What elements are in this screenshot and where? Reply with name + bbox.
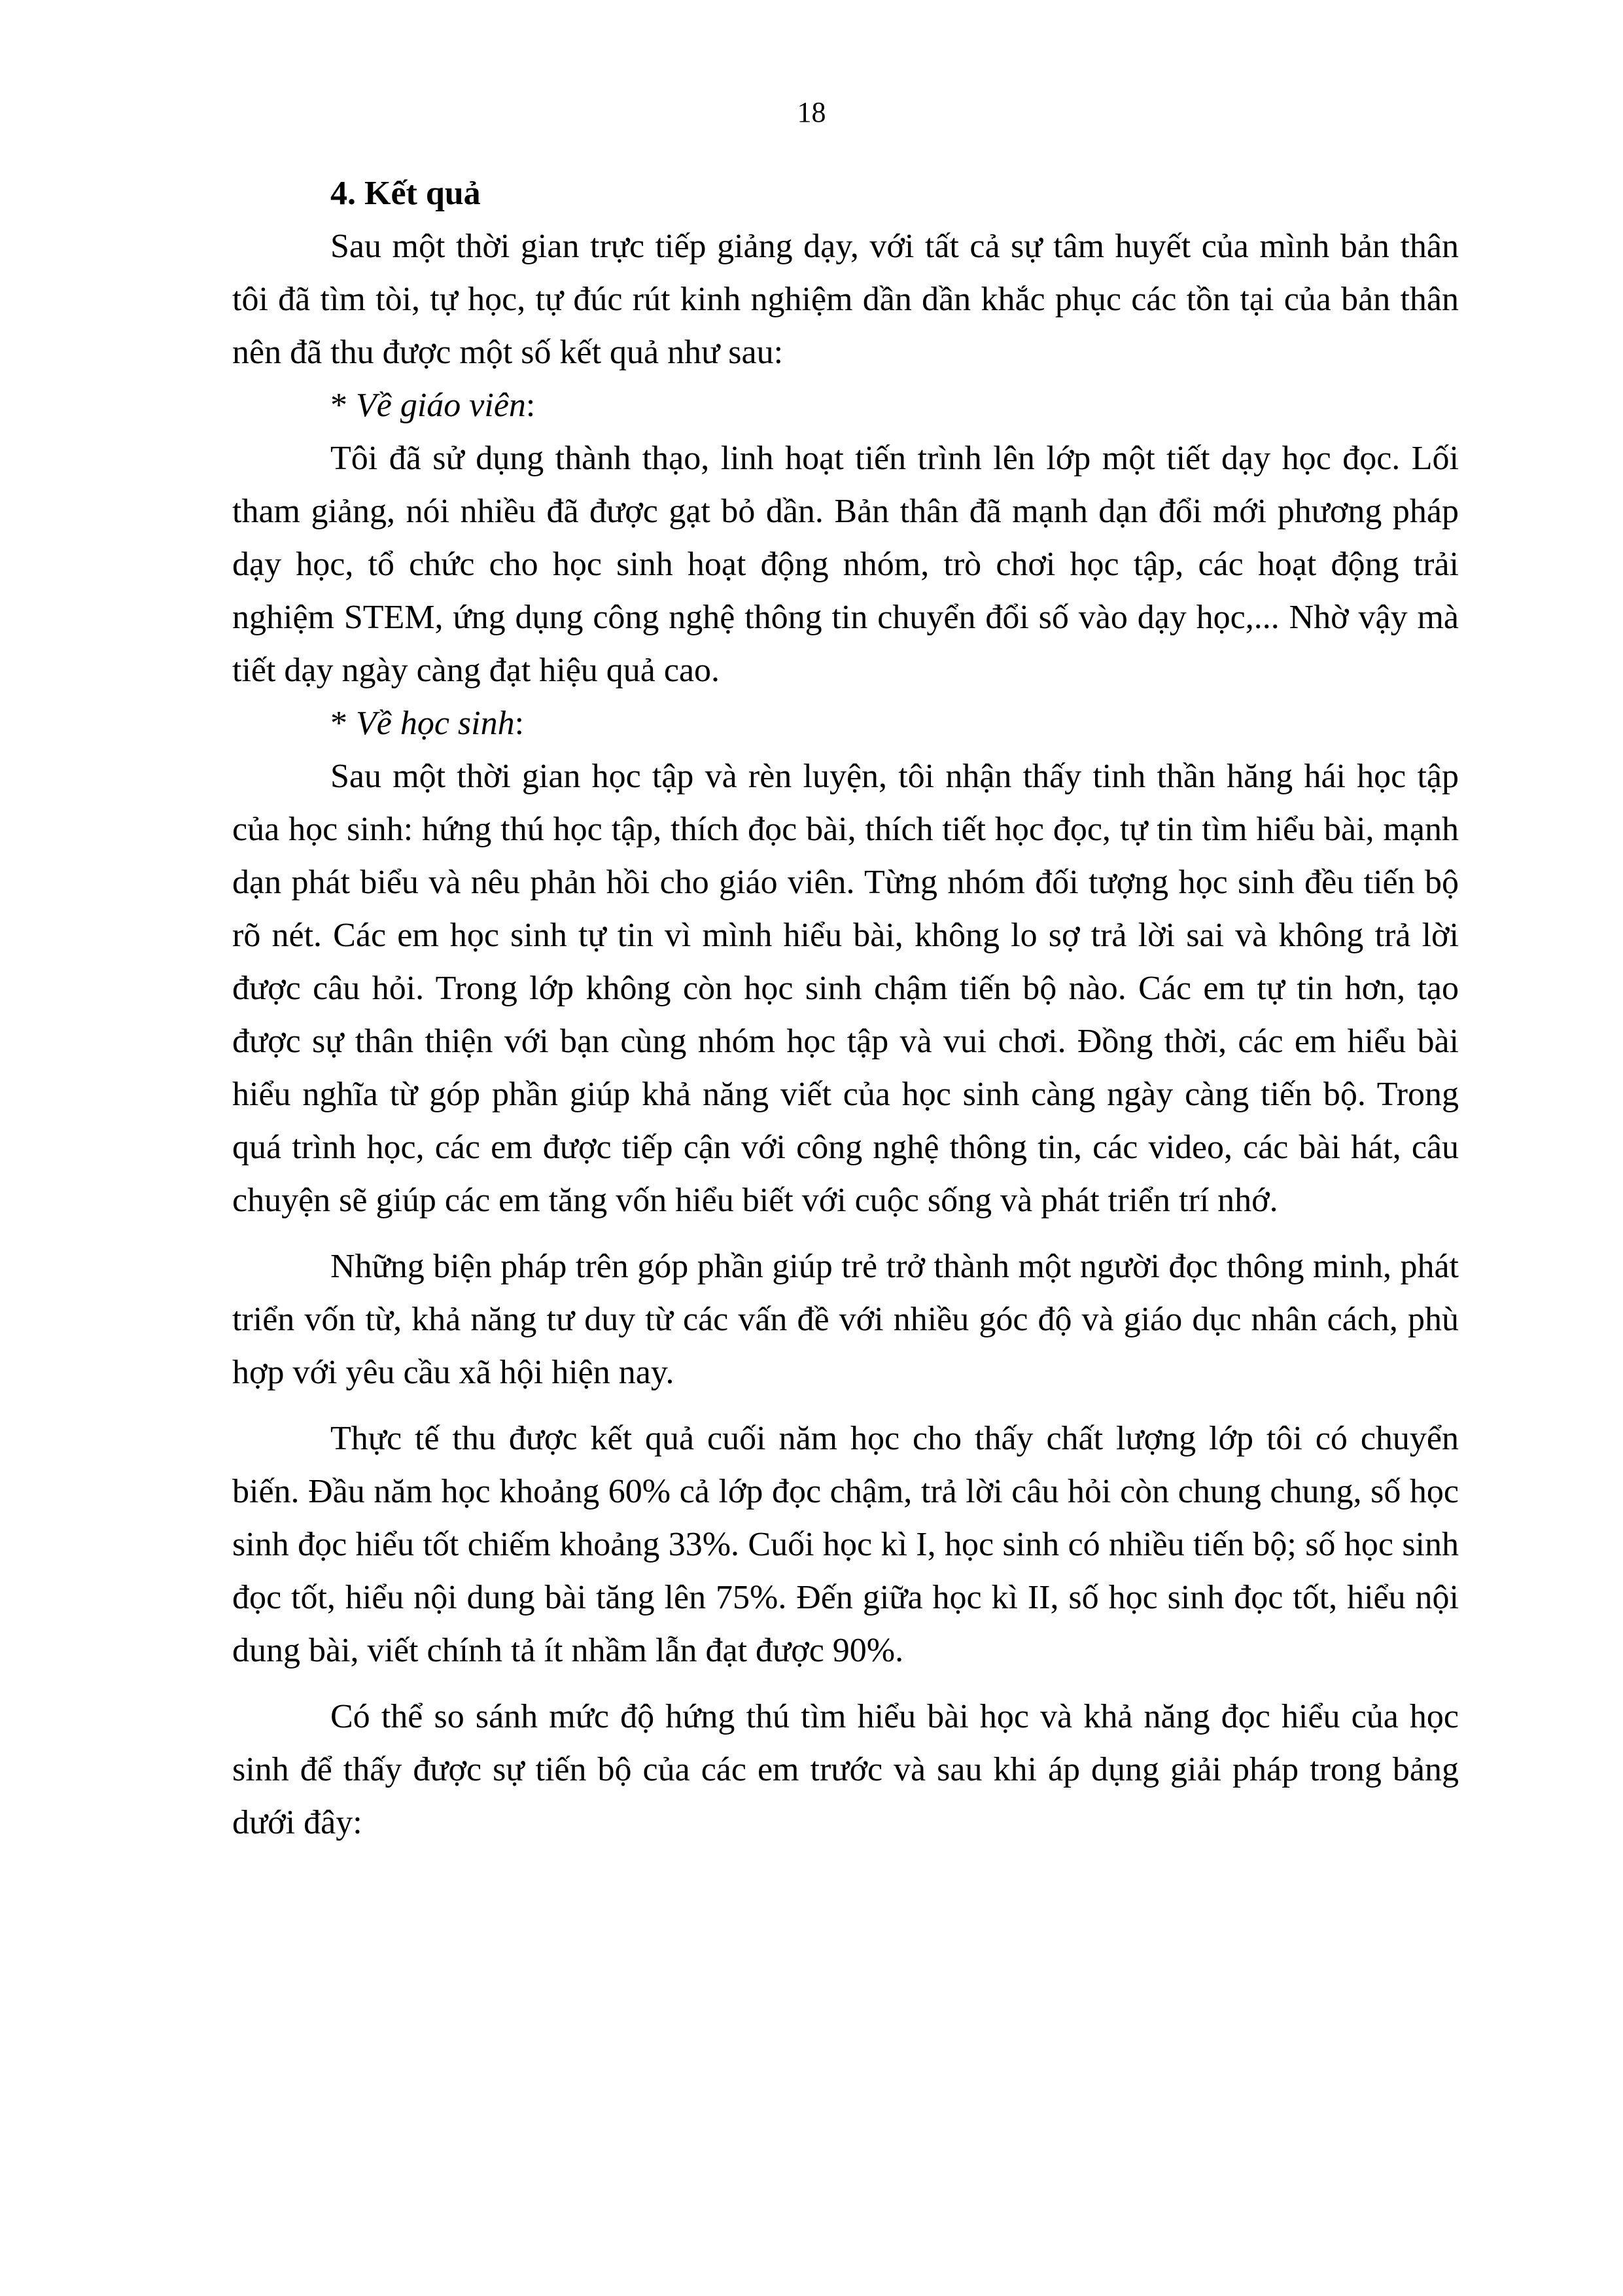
- student-subheading: [232, 697, 1459, 750]
- teacher-subheading: [232, 379, 1459, 432]
- page-number: 18: [797, 96, 826, 128]
- paragraph-student: Sau một thời gian học tập và rèn luyện, tôi nhận thấy tinh thần hăng hái học tập của học sinh: hứng thú học tập, thích đọc bài, thích tiết học đọc, tự tin tìm hiểu bài, mạnh dạn phát biểu và nêu phản hồi cho giáo viên. Từng nhóm đối tượng học sinh đều tiến bộ rõ nét. Các em học sinh tự tin vì mình hiểu bài, không lo sợ trả lời sai và không trả lời được câu hỏi. Trong lớp không còn học sinh chậm tiến bộ nào. Các em tự tin hơn, tạo được sự thân thiện với bạn cùng nhóm học tập và vui chơi. Đồng thời, các em hiểu bài hiểu nghĩa từ góp phần giúp khả năng viết của học sinh càng ngày càng tiến bộ. Trong quá trình học, các em được tiếp cận với công nghệ thông tin, các video, các bài hát, câu chuyện sẽ giúp các em tăng vốn hiểu biết với cuộc sống và phát triển trí nhớ.: [232, 758, 1459, 1219]
- paragraph-comparison: Có thể so sánh mức độ hứng thú tìm hiểu bài học và khả năng đọc hiểu của học sinh để thấy được sự tiến bộ của các em trước và sau khi áp dụng giải pháp trong bảng dưới đây:: [232, 1698, 1459, 1841]
- paragraph-results: Thực tế thu được kết quả cuối năm học cho thấy chất lượng lớp tôi có chuyển biến. Đầu năm học khoảng 60% cả lớp đọc chậm, trả lời câu hỏi còn chung chung, số học sinh đọc hiểu tốt chiếm khoảng 33%. Cuối học kì I, học sinh có nhiều tiến bộ; số học sinh đọc tốt, hiểu nội dung bài tăng lên 75%. Đến giữa học kì II, số học sinh đọc tốt, hiểu nội dung bài, viết chính tả ít nhầm lẫn đạt được 90%.: [232, 1420, 1459, 1669]
- teacher-label: Về giáo viên: [356, 387, 526, 424]
- document-body: [232, 167, 1459, 1849]
- paragraph-measures: Những biện pháp trên góp phần giúp trẻ trở thành một người đọc thông minh, phát triển vốn từ, khả năng tư duy từ các vấn đề với nhiều góc độ và giáo dục nhân cách, phù hợp với yêu cầu xã hội hiện nay.: [232, 1248, 1459, 1391]
- student-label: Về học sinh: [356, 705, 515, 742]
- paragraph-teacher: Tôi đã sử dụng thành thạo, linh hoạt tiến trình lên lớp một tiết dạy học đọc. Lối tham giảng, nói nhiều đã được gạt bỏ dần. Bản thân đã mạnh dạn đổi mới phương pháp dạy học, tổ chức cho học sinh hoạt động nhóm, trò chơi học tập, các hoạt động trải nghiệm STEM, ứng dụng công nghệ thông tin chuyển đổi số vào dạy học,... Nhờ vậy mà tiết dạy ngày càng đạt hiệu quả cao.: [232, 440, 1459, 689]
- student-marker: *: [330, 705, 356, 742]
- student-colon: :: [514, 705, 525, 742]
- teacher-marker: *: [330, 387, 356, 424]
- paragraph-intro: Sau một thời gian trực tiếp giảng dạy, với tất cả sự tâm huyết của mình bản thân tôi đã tìm tòi, tự học, tự đúc rút kinh nghiệm dần dần khắc phục các tồn tại của bản thân nên đã thu được một số kết quả như sau:: [232, 228, 1459, 371]
- section-heading: 4. Kết quả: [330, 175, 481, 212]
- teacher-colon: :: [525, 387, 536, 424]
